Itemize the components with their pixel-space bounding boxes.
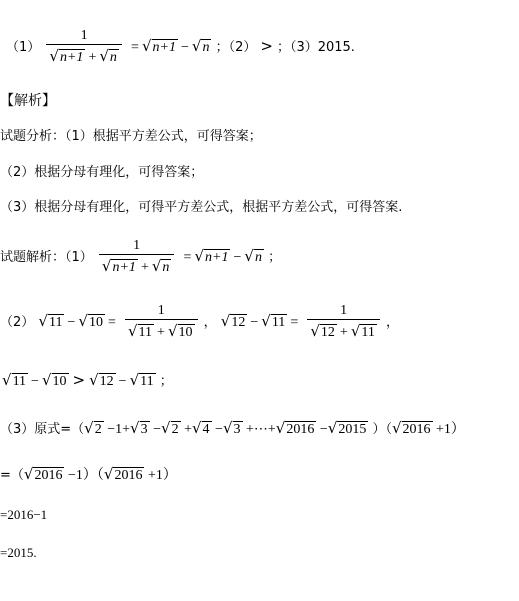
answer-separator-1: ；（2）	[215, 40, 257, 55]
fraction: $\frac{1}{√11 + √10}$	[125, 303, 198, 342]
jiexi-heading: 【解析】	[0, 93, 56, 109]
answer-separator-2: ；（3）2015.	[276, 40, 355, 55]
comparison-line: √11 − √10 > √12 − √11 ；	[2, 371, 173, 389]
solution-part2: （2） √11 − √10 = $\frac{1}{√11 + √10}$ ， √12 − √11 = $\frac{1}{√12 + √11}$ ，	[0, 303, 400, 340]
solution-part3: （3）原式=（√2 −1+√3 −√2 +√4 −√3 +⋯+√2016 −√2015 ）（√2016 +1）	[0, 419, 465, 437]
solution-step2: =（√2016 −1）（√2016 +1）	[0, 465, 177, 483]
solution-step3: =2016−1	[0, 507, 48, 522]
fraction: $\frac{1}{√12 + √11}$	[307, 303, 380, 342]
analysis-line-3: （3）根据分母有理化，可得平方差公式，根据平方差公式，可得答案.	[0, 200, 403, 215]
solution-part1: 试题解析：（1） $\frac{1}{√n+1 + √n}$ = √n+1 − √n ；	[0, 238, 282, 275]
answer-part1-label: （1）	[6, 40, 41, 55]
analysis-line-2: （2）根据分母有理化，可得答案；	[0, 165, 204, 180]
solution-step4: =2015.	[0, 545, 37, 560]
fraction: $\frac{1}{√n+1 + √n}$	[46, 28, 121, 67]
analysis-line-1: 试题分析：（1）根据平方差公式，可得答案；	[0, 129, 262, 144]
fraction: $\frac{1}{√n+1 + √n}$	[99, 238, 174, 277]
answer-line: （1） $\frac{1}{√n+1 + √n}$ = √n+1 − √n ；（2） > ；（3）2015.	[6, 28, 355, 65]
